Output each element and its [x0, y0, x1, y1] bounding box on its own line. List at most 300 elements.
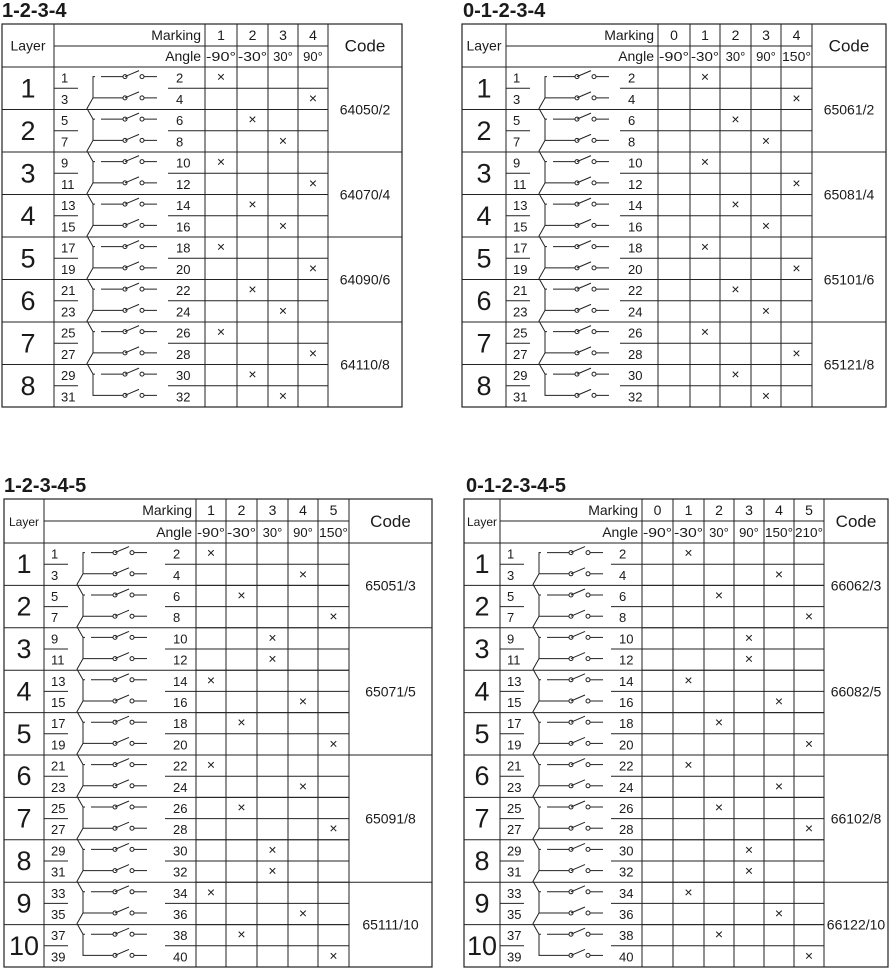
table-t4-terminal-in: 31: [507, 864, 522, 880]
table-t2-cross-mark: ×: [731, 196, 740, 213]
table-t2-cross-mark: ×: [761, 217, 771, 234]
contact-dot: [130, 635, 134, 639]
table-t2-bus-link: [539, 225, 545, 246]
contact-dot: [140, 138, 144, 142]
table-t3-bus-link: [83, 680, 91, 701]
table-t2-layer-5: 5: [476, 243, 492, 274]
table-t3-terminal-out: 6: [173, 589, 181, 604]
table-t1-cross-mark: ×: [216, 238, 226, 255]
table-t3-terminal-out: 30: [173, 843, 188, 859]
table-t4-cross-mark: ×: [744, 629, 754, 646]
contact-blade: [115, 949, 129, 955]
contact-dot: [586, 614, 590, 618]
table-t4-cross-mark: ×: [774, 905, 784, 921]
contact-dot: [140, 202, 144, 206]
table-t4-angle-2: 30°: [709, 525, 729, 540]
table-t4-angle-4: 150°: [765, 525, 793, 540]
table-t1-code-2: 64090/6: [339, 271, 391, 288]
contact-blade: [125, 283, 139, 289]
table-t4-cross-mark: ×: [714, 926, 724, 943]
contact-dot: [586, 784, 590, 788]
table-t2-cross-mark: ×: [731, 281, 740, 298]
table-t4-bus-link: [533, 616, 539, 637]
table-t4-cross-mark: ×: [804, 608, 814, 625]
table-t3-angle-1: -30°: [227, 525, 256, 540]
table-t3-cross-mark: ×: [329, 947, 338, 964]
contact-blade: [577, 347, 591, 353]
table-t1-layer-2: 2: [20, 115, 36, 146]
table-t3-bus-link: [77, 913, 83, 934]
table-t4-terminal-out: 14: [619, 673, 634, 689]
table-t3-layer-8: 8: [16, 846, 32, 876]
contact-dot: [592, 223, 596, 227]
table-t3-terminal-out: 20: [173, 737, 188, 753]
table-t3-marking-3: 3: [268, 502, 277, 518]
table-t3-terminal-out: 24: [173, 779, 188, 795]
table-t3-cross-mark: ×: [268, 650, 277, 667]
table-t2-bus-link: [539, 98, 545, 119]
table-t2-cross-mark: ×: [761, 302, 771, 319]
table-t1-layer-5: 5: [20, 243, 36, 274]
table-t1-cross-mark: ×: [278, 132, 288, 149]
table-t4-terminal-out: 4: [619, 567, 627, 583]
table-t3-terminal-in: 39: [51, 949, 66, 965]
contact-dot: [140, 372, 144, 376]
table-t3-terminal-in: 9: [51, 631, 59, 647]
table-t1-terminal-out: 28: [176, 346, 191, 362]
table-t1-cross-mark: ×: [216, 323, 226, 340]
table-t4-cross-mark: ×: [744, 841, 754, 858]
contact-blade: [577, 241, 591, 247]
table-t4-terminal-out: 18: [619, 716, 634, 732]
contact-blade: [577, 368, 591, 374]
contact-dot: [592, 96, 596, 100]
table-t3-bus-link: [77, 701, 83, 722]
table-t4-terminal-in: 23: [507, 779, 522, 795]
table-t3-bus-link: [83, 849, 91, 870]
contact-dot: [140, 266, 144, 270]
contact-dot: [586, 932, 590, 936]
table-t2-angle-2: 30°: [725, 49, 746, 64]
table-t2-code-3: 65121/8: [823, 356, 875, 373]
contact-blade: [115, 801, 129, 807]
table-t4-cross-mark: ×: [774, 777, 784, 794]
table-t1-layer-header: Layer: [10, 37, 46, 54]
table-t4-bus-link: [539, 892, 547, 913]
contact-dot: [140, 308, 144, 312]
table-t4-terminal-in: 19: [507, 737, 522, 753]
table-t1-bus-link: [93, 374, 101, 395]
table-t3-angle-4: 150°: [319, 525, 348, 540]
contact-blade: [571, 865, 585, 871]
contact-blade: [571, 716, 585, 722]
table-t3-frame: [4, 499, 432, 967]
table-t1-terminal-out: 24: [176, 304, 191, 320]
contact-blade: [577, 326, 591, 332]
table-t4-terminal-out: 30: [619, 843, 634, 859]
table-t2-bus-link: [545, 119, 553, 140]
table-t3-code-1: 65071/5: [365, 683, 416, 700]
table-t4-terminal-in: 39: [507, 949, 522, 965]
table-t2-terminal-in: 1: [513, 70, 521, 86]
table-t4-terminal-in: 1: [507, 546, 515, 562]
contact-blade: [115, 716, 129, 722]
contact-dot: [586, 699, 590, 703]
table-t1-terminal-out: 14: [176, 198, 191, 214]
table-t2-terminal-out: 32: [628, 389, 643, 405]
contact-dot: [586, 763, 590, 767]
table-t3-cross-mark: ×: [237, 799, 246, 815]
table-t3-angle-label: Angle: [156, 524, 192, 540]
contact-dot: [592, 287, 596, 291]
table-t2-angle-0: -90°: [659, 49, 689, 64]
table-t2-cross-mark: ×: [731, 366, 740, 383]
table-t4-bus-link: [539, 553, 547, 574]
table-t3-terminal-out: 4: [173, 567, 181, 583]
table-t3-cross-mark: ×: [206, 671, 216, 688]
table-t2-terminal-in: 19: [513, 261, 528, 277]
table-t3-terminal-in: 25: [51, 801, 66, 816]
table-t4-layer-3: 3: [474, 634, 490, 664]
contact-dot: [586, 572, 590, 576]
table-t1-cross-mark: ×: [308, 259, 318, 276]
table-t1-layer-8: 8: [20, 370, 36, 401]
table-t1-code-0: 64050/2: [339, 101, 391, 118]
table-t3-terminal-out: 26: [173, 801, 188, 816]
table-t3-marking-label: Marking: [142, 502, 192, 518]
table-t4-terminal-out: 6: [619, 589, 627, 604]
table-t4-cross-mark: ×: [684, 544, 693, 561]
table-t4-angle-1: -30°: [674, 525, 703, 540]
table-t1-terminal-out: 26: [176, 325, 191, 341]
table-t4-bus-link: [539, 765, 547, 786]
table-t4-cross-mark: ×: [744, 862, 754, 879]
table-t2-layer-6: 6: [476, 285, 492, 316]
table-t3-bus-link: [83, 934, 91, 955]
contact-dot: [130, 699, 134, 703]
table-t1-terminal-out: 20: [176, 261, 191, 277]
contact-blade: [115, 865, 129, 871]
table-t1-bus-link: [87, 140, 93, 161]
table-t4-cross-mark: ×: [774, 565, 784, 582]
contact-dot: [586, 551, 590, 555]
contact-blade: [571, 886, 585, 892]
contact-blade: [577, 304, 591, 310]
table-t3-layer-4: 4: [16, 676, 32, 707]
table-t4-terminal-out: 12: [619, 652, 634, 668]
table-t1-angle-2: 30°: [273, 49, 293, 64]
section-title-01234: 0-1-2-3-4: [463, 0, 546, 22]
table-t4-bus-link: [539, 849, 547, 870]
contact-dot: [140, 393, 144, 397]
table-t1-terminal-in: 23: [61, 304, 76, 320]
table-t3-terminal-in: 19: [51, 737, 66, 753]
table-t2-terminal-out: 20: [628, 261, 643, 277]
table-t4-cross-mark: ×: [684, 756, 693, 773]
contact-blade: [577, 262, 591, 268]
table-t3-terminal-in: 33: [51, 885, 66, 901]
contact-blade: [571, 801, 585, 807]
table-t2-terminal-in: 27: [513, 346, 528, 362]
contact-blade: [115, 568, 129, 574]
table-t3-code-2: 65091/8: [365, 810, 416, 827]
table-t2-terminal-in: 5: [513, 113, 521, 129]
table-t1-terminal-in: 19: [61, 261, 76, 277]
table-t1-code-header: Code: [344, 36, 386, 56]
contact-blade: [577, 134, 591, 140]
table-t1-cross-mark: ×: [248, 366, 257, 383]
contact-blade: [115, 695, 129, 701]
table-t3-bus-link: [77, 659, 83, 680]
table-t4-bus-link: [539, 680, 547, 701]
table-t3-terminal-in: 15: [51, 695, 66, 710]
table-t2-marking-4: 4: [792, 27, 801, 43]
table-t1-layer-1: 1: [20, 73, 36, 104]
table-t1-angle-0: -90°: [206, 49, 236, 64]
table-t2-terminal-out: 6: [628, 113, 636, 129]
table-t1-angle-3: 90°: [303, 49, 323, 64]
table-t3-cross-mark: ×: [237, 926, 246, 943]
table-t2-terminal-out: 8: [628, 134, 636, 150]
contact-dot: [592, 245, 596, 249]
contact-blade: [125, 368, 139, 374]
table-t3-terminal-in: 13: [51, 673, 66, 689]
contact-blade: [571, 589, 585, 595]
contact-dot: [586, 890, 590, 894]
table-t3-bus-link: [77, 574, 83, 595]
table-t2-code-header: Code: [828, 36, 870, 56]
table-t1-bus-link: [87, 183, 93, 204]
table-t3-terminal-in: 29: [51, 843, 66, 859]
contact-dot: [140, 330, 144, 334]
contact-dot: [586, 741, 590, 745]
table-t4-terminal-out: 28: [619, 822, 634, 838]
table-t1-bus-link: [87, 98, 93, 119]
table-t2-terminal-out: 18: [628, 240, 643, 256]
table-t2-cross-mark: ×: [700, 68, 710, 85]
table-t3-terminal-out: 10: [173, 631, 188, 647]
table-t1-cross-mark: ×: [308, 344, 318, 361]
table-t2-marking-1: 1: [701, 27, 709, 43]
contact-dot: [140, 351, 144, 355]
table-t2-cross-mark: ×: [700, 153, 710, 170]
table-t4-terminal-in: 15: [507, 695, 522, 710]
contact-dot: [592, 138, 596, 142]
table-t1-terminal-in: 15: [61, 219, 76, 235]
table-t4-terminal-in: 9: [507, 631, 515, 647]
table-t1-layer-6: 6: [20, 285, 36, 316]
table-t4-cross-mark: ×: [714, 714, 724, 731]
table-t3-cross-mark: ×: [298, 777, 308, 794]
table-t2-layer-4: 4: [476, 200, 492, 231]
table-t3-cross-mark: ×: [268, 841, 277, 858]
table-t3-terminal-in: 5: [51, 589, 59, 604]
table-t1-terminal-in: 3: [61, 91, 69, 107]
table-t3-terminal-out: 34: [173, 885, 188, 901]
contact-dot: [130, 911, 134, 915]
contact-blade: [577, 389, 591, 395]
table-t2-terminal-in: 13: [513, 198, 528, 214]
table-t1-terminal-out: 16: [176, 219, 191, 235]
table-t4-terminal-in: 5: [507, 589, 515, 604]
contact-blade: [571, 547, 585, 553]
table-t3-marking-5: 5: [329, 502, 338, 518]
table-t4-bus-link: [539, 637, 547, 658]
table-t4-terminal-in: 7: [507, 610, 515, 626]
table-t4-terminal-out: 36: [619, 907, 634, 922]
contact-dot: [130, 720, 134, 724]
contact-dot: [130, 826, 134, 830]
table-t3-code-0: 65051/3: [365, 577, 416, 594]
contact-blade: [115, 843, 129, 849]
table-t2-bus-link: [545, 204, 553, 225]
contact-dot: [140, 160, 144, 164]
table-t4-terminal-out: 24: [619, 779, 634, 795]
table-t1-terminal-in: 9: [61, 155, 69, 171]
table-t1-bus-link: [87, 268, 93, 289]
table-t3-angle-3: 90°: [293, 525, 313, 540]
table-t1-bus-link: [93, 77, 101, 98]
table-t3-terminal-out: 40: [173, 949, 188, 965]
table-t4-bus-link: [533, 913, 539, 934]
table-t3-cross-mark: ×: [206, 756, 216, 773]
table-t2-terminal-in: 15: [513, 219, 528, 235]
contact-dot: [592, 181, 596, 185]
contact-dot: [592, 266, 596, 270]
contact-blade: [125, 241, 139, 247]
table-t1-bus-link: [93, 162, 101, 183]
table-t4-layer-9: 9: [474, 888, 490, 919]
table-t4-code-2: 66102/8: [830, 810, 882, 827]
contact-dot: [592, 75, 596, 79]
table-t2-terminal-in: 21: [513, 283, 528, 299]
table-t2-bus-link: [539, 310, 545, 331]
contact-blade: [577, 219, 591, 225]
contact-dot: [130, 572, 134, 576]
contact-dot: [130, 741, 134, 745]
table-t1-bus-link: [93, 204, 101, 225]
table-t4-bus-link: [539, 807, 547, 828]
table-t4-terminal-in: 11: [507, 652, 521, 668]
table-t3-cross-mark: ×: [206, 883, 216, 900]
table-t4-bus-link: [533, 828, 539, 849]
contact-dot: [592, 330, 596, 334]
contact-blade: [577, 177, 591, 183]
contact-dot: [586, 635, 590, 639]
table-t4-cross-mark: ×: [774, 693, 784, 709]
table-t4-bus-link: [539, 722, 547, 743]
table-t3-terminal-in: 37: [51, 928, 66, 944]
table-t3-marking-2: 2: [237, 502, 246, 518]
table-t1-terminal-in: 21: [61, 283, 76, 299]
table-t1-cross-mark: ×: [308, 89, 318, 106]
table-t4-marking-5: 5: [805, 502, 813, 518]
table-t1-angle-1: -30°: [238, 49, 267, 64]
table-t2-marking-3: 3: [762, 27, 770, 43]
contact-blade: [115, 822, 129, 828]
table-t4-cross-mark: ×: [684, 671, 693, 688]
contact-dot: [130, 847, 134, 851]
table-t2-bus-link: [539, 140, 545, 161]
contact-blade: [115, 759, 129, 765]
contact-dot: [140, 181, 144, 185]
table-t2-code-0: 65061/2: [823, 101, 875, 118]
table-t3-terminal-in: 27: [51, 822, 66, 838]
table-t2-bus-link: [545, 162, 553, 183]
table-t3-bus-link: [77, 743, 83, 764]
table-t1-terminal-out: 6: [176, 113, 184, 129]
contact-blade: [115, 631, 129, 637]
contact-dot: [586, 720, 590, 724]
contact-dot: [140, 223, 144, 227]
table-t2-bus-link: [545, 247, 553, 268]
contact-dot: [130, 657, 134, 661]
table-t4-layer-2: 2: [474, 591, 490, 622]
table-t1-cross-mark: ×: [216, 68, 226, 85]
table-t3-bus-link: [77, 786, 83, 807]
table-t2-terminal-in: 11: [513, 176, 527, 192]
table-t2-bus-link: [539, 353, 545, 374]
table-t4-marking-3: 3: [745, 502, 753, 518]
table-t4-terminal-out: 2: [619, 546, 627, 562]
table-t1-angle-label: Angle: [165, 48, 201, 64]
table-t3-terminal-in: 21: [51, 758, 66, 774]
contact-blade: [577, 71, 591, 77]
table-t4-terminal-in: 27: [507, 822, 522, 838]
table-t2-layer-1: 1: [476, 73, 492, 104]
table-t2-terminal-in: 31: [513, 389, 528, 405]
table-t4-terminal-in: 13: [507, 673, 522, 689]
table-t2-code-2: 65101/6: [823, 271, 875, 288]
table-t2-code-1: 65081/4: [823, 186, 875, 203]
contact-dot: [592, 202, 596, 206]
table-t1-terminal-in: 17: [61, 240, 76, 256]
table-t2-terminal-in: 3: [513, 91, 521, 107]
table-t4-bus-link: [533, 574, 539, 595]
table-t2-terminal-out: 10: [628, 155, 643, 171]
table-t4-cross-mark: ×: [744, 650, 754, 667]
table-t4-terminal-in: 21: [507, 758, 522, 774]
contact-blade: [115, 928, 129, 934]
table-t1-bus-link: [87, 225, 93, 246]
table-t4-bus-link: [539, 934, 547, 955]
contact-blade: [125, 326, 139, 332]
table-t2-terminal-out: 28: [628, 346, 643, 362]
table-t4-angle-3: 90°: [739, 525, 759, 540]
contact-blade: [571, 653, 585, 659]
table-t3-cross-mark: ×: [268, 862, 277, 879]
contact-dot: [130, 932, 134, 936]
table-t4-marking-2: 2: [715, 502, 723, 518]
contact-blade: [125, 304, 139, 310]
table-t4-layer-6: 6: [474, 761, 490, 792]
table-t3-layer-9: 9: [16, 888, 32, 919]
table-t4-cross-mark: ×: [804, 735, 814, 752]
contact-blade: [125, 92, 139, 98]
table-t1-marking-1: 1: [217, 27, 225, 43]
table-t4-marking-0: 0: [653, 502, 662, 518]
table-t3-layer-2: 2: [16, 591, 32, 622]
table-t1-terminal-in: 29: [61, 368, 76, 384]
table-t1-terminal-in: 1: [61, 70, 69, 86]
contact-blade: [115, 674, 129, 680]
table-t4-terminal-out: 10: [619, 631, 634, 647]
table-t2-terminal-out: 24: [628, 304, 643, 320]
table-t2-bus-link: [545, 289, 553, 310]
table-t3-terminal-in: 7: [51, 610, 59, 626]
table-t3-terminal-in: 3: [51, 567, 59, 583]
table-t2-layer-7: 7: [476, 328, 492, 359]
